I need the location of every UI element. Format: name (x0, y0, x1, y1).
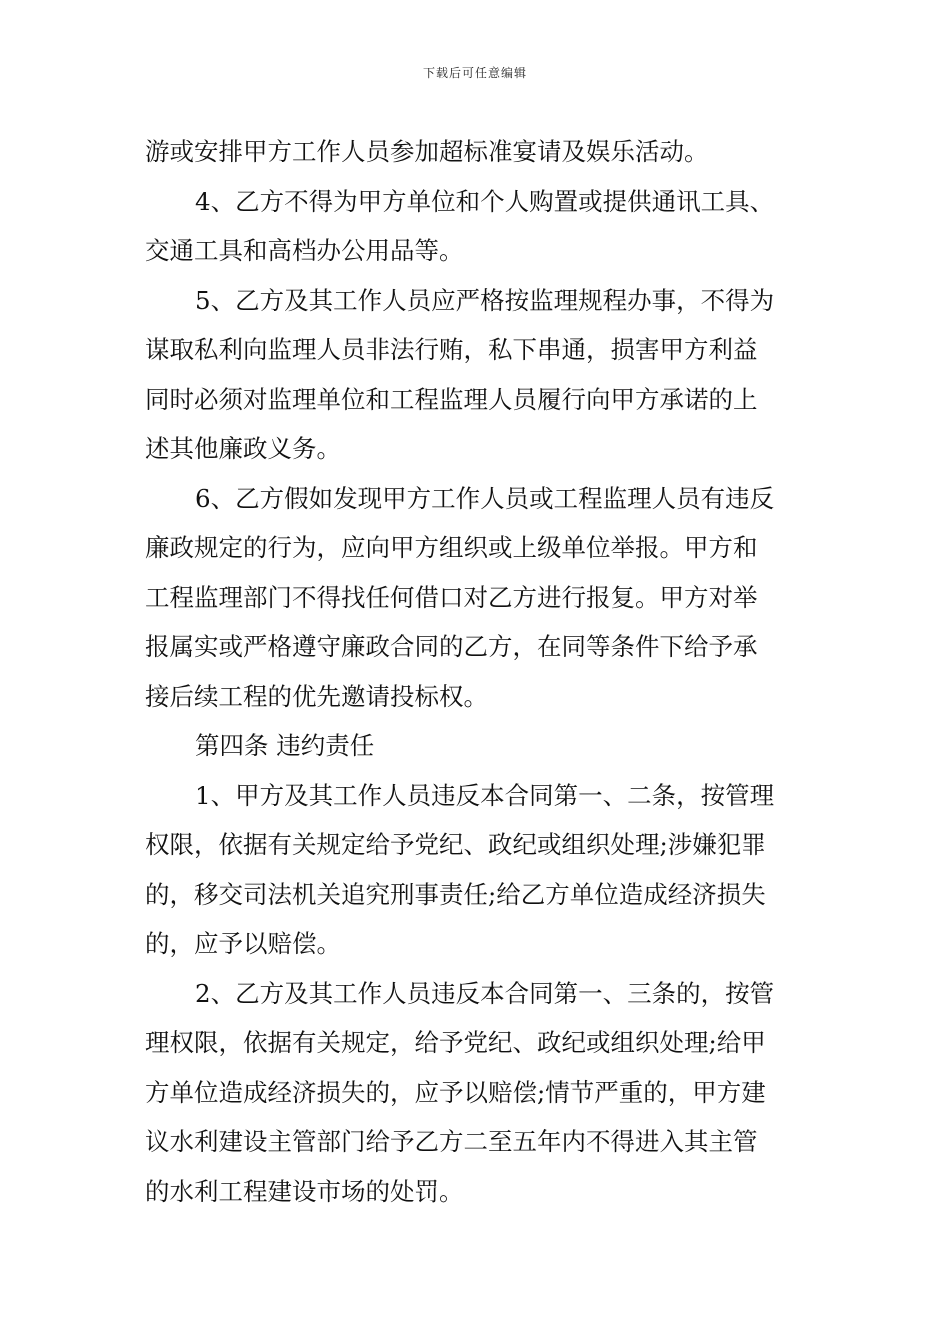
text-line: 4、乙方不得为甲方单位和个人购置或提供通讯工具、 (195, 186, 775, 216)
text-line: 述其他廉政义务。 (145, 434, 341, 463)
text-line: 廉政规定的行为，应向甲方组织或上级单位举报。甲方和 (145, 533, 758, 562)
text-line: 游或安排甲方工作人员参加超标准宴请及娱乐活动。 (145, 137, 709, 166)
text-line: 接后续工程的优先邀请投标权。 (145, 681, 488, 711)
text-line: 的，移交司法机关追究刑事责任;给乙方单位造成经济损失 (145, 879, 766, 909)
text-line: 议水利建设主管部门给予乙方二至五年内不得进入其主管 (145, 1127, 758, 1156)
page-header: 下载后可任意编辑 (422, 66, 527, 80)
text-line: 权限，依据有关规定给予党纪、政纪或组织处理;涉嫌犯罪 (145, 830, 766, 859)
text-line: 工程监理部门不得找任何借口对乙方进行报复。甲方对举 (145, 582, 758, 612)
text-line: 5、乙方及其工作人员应严格按监理规程办事，不得为 (195, 285, 775, 315)
text-line: 谋取私利向监理人员非法行贿，私下串通，损害甲方利益 (145, 335, 758, 364)
text-line: 理权限，依据有关规定，给予党纪、政纪或组织处理;给甲 (145, 1028, 766, 1057)
text-line: 1、甲方及其工作人员违反本合同第一、二条，按管理 (195, 780, 775, 810)
text-line: 报属实或严格遵守廉政合同的乙方，在同等条件下给予承 (145, 632, 758, 661)
text-line: 6、乙方假如发现甲方工作人员或工程监理人员有违反 (195, 483, 775, 513)
section-heading: 第四条 违约责任 (195, 731, 375, 760)
text-line: 的，应予以赔偿。 (145, 929, 341, 958)
text-line: 方单位造成经济损失的，应予以赔偿;情节严重的，甲方建 (145, 1077, 766, 1107)
text-line: 的水利工程建设市场的处罚。 (145, 1176, 464, 1206)
document-body (145, 127, 810, 1216)
text-line: 同时必须对监理单位和工程监理人员履行向甲方承诺的上 (145, 384, 758, 414)
text-line: 交通工具和高档办公用品等。 (145, 236, 464, 265)
text-line: 2、乙方及其工作人员违反本合同第一、三条的，按管 (195, 978, 775, 1008)
